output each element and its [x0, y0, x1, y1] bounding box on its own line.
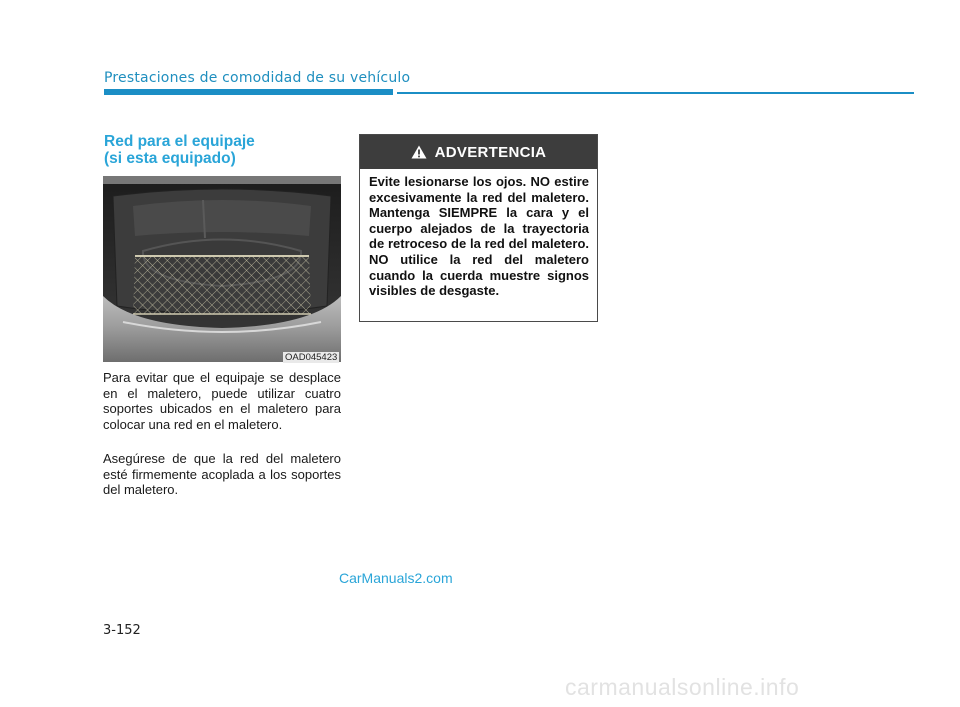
trunk-illustration	[103, 176, 341, 362]
warning-text: Evite lesionarse los ojos. NO estire excesivamente la red del maletero. Mantenga SIEMPRE la cara y el cuerpo alejados de la trayectoria de retroceso de la red del maletero. NO utilice la red del maletero cuando la cuerda muestre signos visibles de desgaste.	[369, 174, 589, 299]
figure-caption: OAD045423	[285, 352, 338, 363]
warning-box	[359, 134, 598, 322]
warning-triangle-icon	[411, 145, 427, 159]
paragraph-2: Asegúrese de que la red del maletero esté firmemente acoplada a los soportes del maletero.	[103, 451, 341, 498]
running-header: Prestaciones de comodidad de su vehículo	[104, 70, 411, 86]
watermark-link[interactable]: CarManuals2.com	[339, 570, 453, 586]
header-rule-thick	[104, 89, 393, 95]
warning-heading: ADVERTENCIA	[434, 143, 547, 161]
paragraph-1: Para evitar que el equipaje se desplace en el maletero, puede utilizar cuatro soportes ubicados en el maletero para colocar una red en el maletero.	[103, 370, 341, 432]
section-title-line1: Red para el equipaje	[104, 133, 255, 150]
section-title-line2: (si esta equipado)	[104, 150, 236, 167]
warning-header	[360, 135, 597, 169]
luggage-net-photo	[103, 176, 341, 362]
watermark-footer: carmanualsonline.info	[565, 674, 800, 700]
page-number: 3-152	[103, 623, 141, 638]
section-title	[104, 133, 255, 167]
header-rule-thin	[397, 92, 914, 94]
